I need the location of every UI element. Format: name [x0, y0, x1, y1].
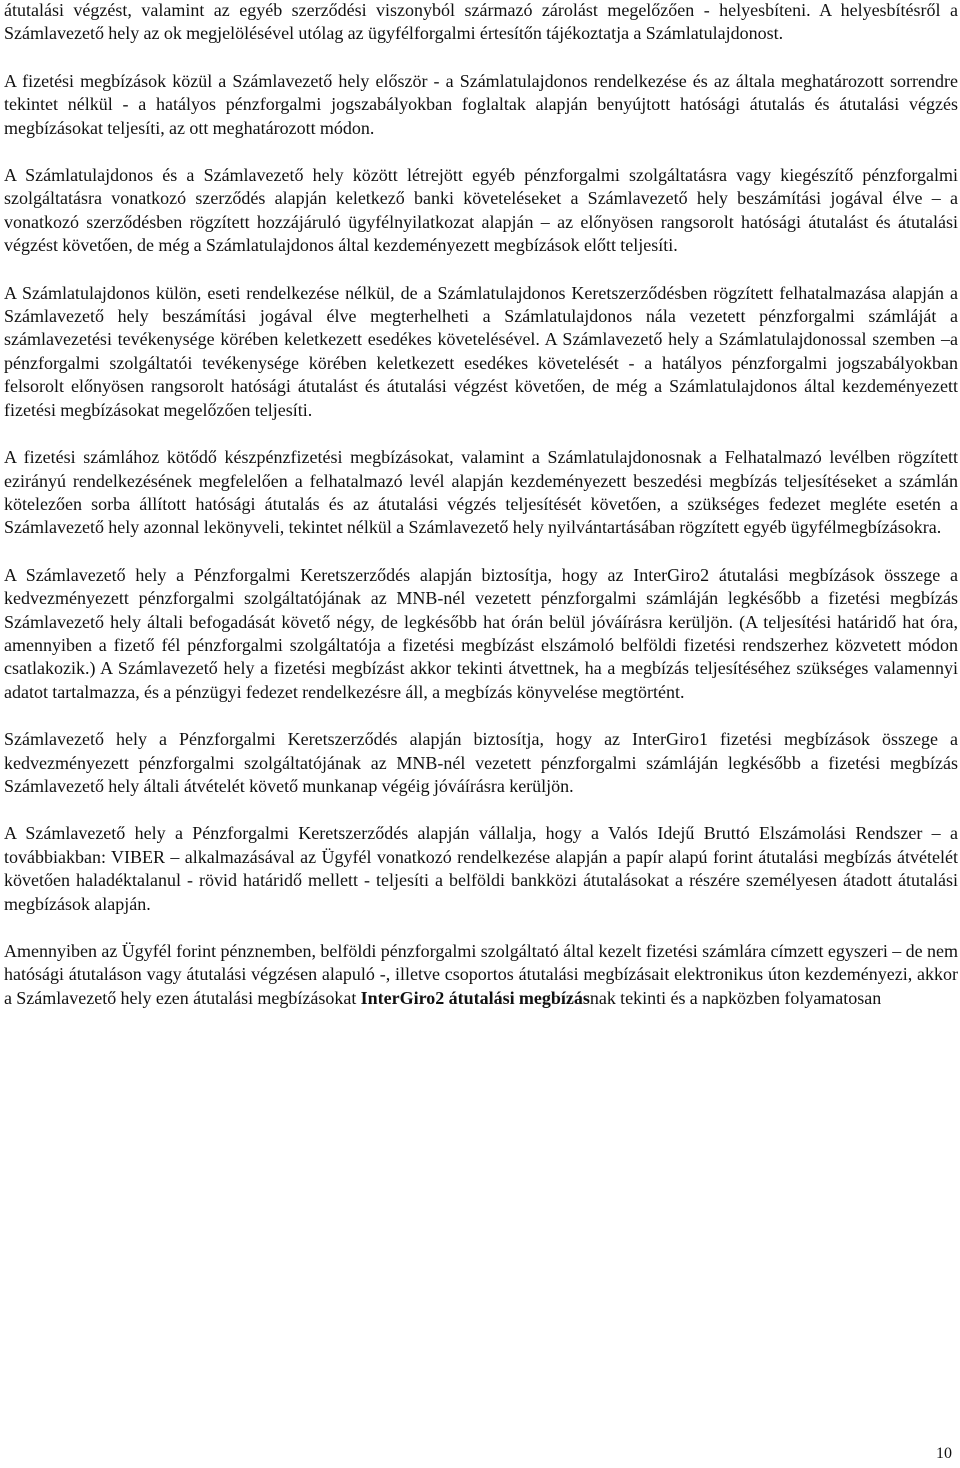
- paragraph-intergiro2: A Számlavezető hely a Pénzforgalmi Keretszerződés alapján biztosítja, hogy az InterGiro2 átutalási megbízások összege a kedvezményezett pénzforgalmi szolgáltatójának az MNB-nél vezetett pénzforgalmi számláján legkésőbb a fizetési megbízás Számlavezető hely általi befogadását követő négy, de legkésőbb hat órán belül jóváírásra kerüljön. (A teljesítési határidő hat óra, amennyiben a fizető fél pénzforgalmi szolgáltatója a fizetési megbízást elszámoló belföldi fizetési rendszerhez közvetett módon csatlakozik.) A Számlavezető hely a fizetési megbízást akkor tekinti átvettnek, ha a megbízás teljesítéséhez szükséges valamennyi adatot tartalmazza, és a pénzügyi fedezet rendelkezésre áll, a megbízás könyvelése megtörtént.: [4, 564, 958, 702]
- paragraph-helyesbites: átutalási végzést, valamint az egyéb szerződési viszonyból származó zárolást megelőzően - helyesbíteni. A helyesbítésről a Számlavezető hely az ok megjelölésével utólag az ügyfélforgalmi értesítőn tájékoztatja a Számlatulajdonost.: [4, 0, 958, 44]
- document-page: [4, 0, 958, 1034]
- paragraph-intergiro1: Számlavezető hely a Pénzforgalmi Keretszerződés alapján biztosítja, hogy az InterGiro1 fizetési megbízások összege a kedvezményezett pénzforgalmi szolgáltatójának az MNB-nél vezetett pénzforgalmi számláján legkésőbb a fizetési megbízás Számlavezető hely általi átvételét követő munkanap végéig jóváírásra kerüljön.: [4, 729, 958, 796]
- intergiro2-bold-term: InterGiro2 átutalási megbízás: [360, 987, 590, 1008]
- page-number: 10: [936, 1445, 952, 1462]
- paragraph-beszamitasi-jog: A Számlatulajdonos külön, eseti rendelkezése nélkül, de a Számlatulajdonos Keretszerződésben rögzített felhatalmazása alapján a Számlavezető hely beszámítási jogával élve megterhelheti a Számlatulajdonos nála vezetett pénzforgalmi számláját a számlavezetési tevékenysége körében keletkezett esedékes követelésével. A Számlavezető hely a Számlatulajdonossal szemben –a pénzforgalmi szolgáltatói tevékenysége körében keletkezett esedékes követelését - a hatályos pénzforgalmi jogszabályokban felsorolt előnyösen rangsorolt hatósági átutalást és átutalási végzést követően, de még a Számlatulajdonos által kezdeményezett fizetési megbízásokat megelőzően teljesíti.: [4, 282, 958, 420]
- paragraph-keszpenzfizetesi-megbizasok: A fizetési számlához kötődő készpénzfizetési megbízásokat, valamint a Számlatulajdonosnak a Felhatalmazó levélben rögzített ezirányú rendelkezésének megfelelően a felhatalmazó levél alapján kezdeményezett beszedési megbízás teljesítéseket a számlán kötelezően sorba állított hatósági átutalás és az átutalási végzés teljesítését követően, a szükséges fedezet megléte esetén a Számlavezető hely azonnal lekönyveli, tekintet nélkül a Számlavezető hely nyilvántartásában rögzített egyéb ügyfélmegbízásokra.: [4, 447, 958, 538]
- paragraph-fizetesi-megbizasok-sorrend: A fizetési megbízások közül a Számlavezető hely először - a Számlatulajdonos rendelkezése és az általa meghatározott sorrendre tekintet nélkül - a hatályos pénzforgalmi jogszabályokban foglaltak alapján benyújtott hatósági átutalás és átutalási végzés megbízásokat teljesíti, az ott meghatározott módon.: [4, 70, 958, 138]
- paragraph-text-before: Amennyiben az Ügyfél forint pénznemben, belföldi pénzforgalmi szolgáltató által kezelt fizetési számlára címzett egyszeri – de nem hatósági átutaláson vagy átutalási végzésen alapuló -, illetve csoportos átutalási megbízásait elektronikus úton kezdeményezi, akkor a Számlavezető hely ezen átutalási megbízásokat: [4, 941, 958, 1008]
- paragraph-text-after: nak tekinti és a napközben folyamatosan: [589, 987, 882, 1008]
- paragraph-elektronikus-atutalas: [4, 940, 958, 1010]
- paragraph-viber: A Számlavezető hely a Pénzforgalmi Keretszerződés alapján vállalja, hogy a Valós Idejű Bruttó Elszámolási Rendszer – a továbbiakban: VIBER – alkalmazásával az Ügyfél vonatkozó rendelkezése alapján a papír alapú forint átutalási megbízás átvételét követően haladéktalanul - rövid határidő mellett - teljesíti a belföldi bankközi átutalásokat a részére személyesen átadott átutalási megbízások alapján.: [4, 823, 958, 914]
- paragraph-banki-kovetelesek: A Számlatulajdonos és a Számlavezető hely között létrejött egyéb pénzforgalmi szolgáltatásra vagy kiegészítő pénzforgalmi szolgáltatásra vonatkozó szerződés alapján keletkező banki követeléseket a Számlavezető hely beszámítási jogával élve – a vonatkozó szerződésben rögzített hozzájáruló ügyfélnyilatkozat alapján – az előnyösen rangsorolt hatósági átutalást és átutalási végzést követően, de még a Számlatulajdonos által kezdeményezett megbízások előtt teljesíti.: [4, 165, 958, 256]
